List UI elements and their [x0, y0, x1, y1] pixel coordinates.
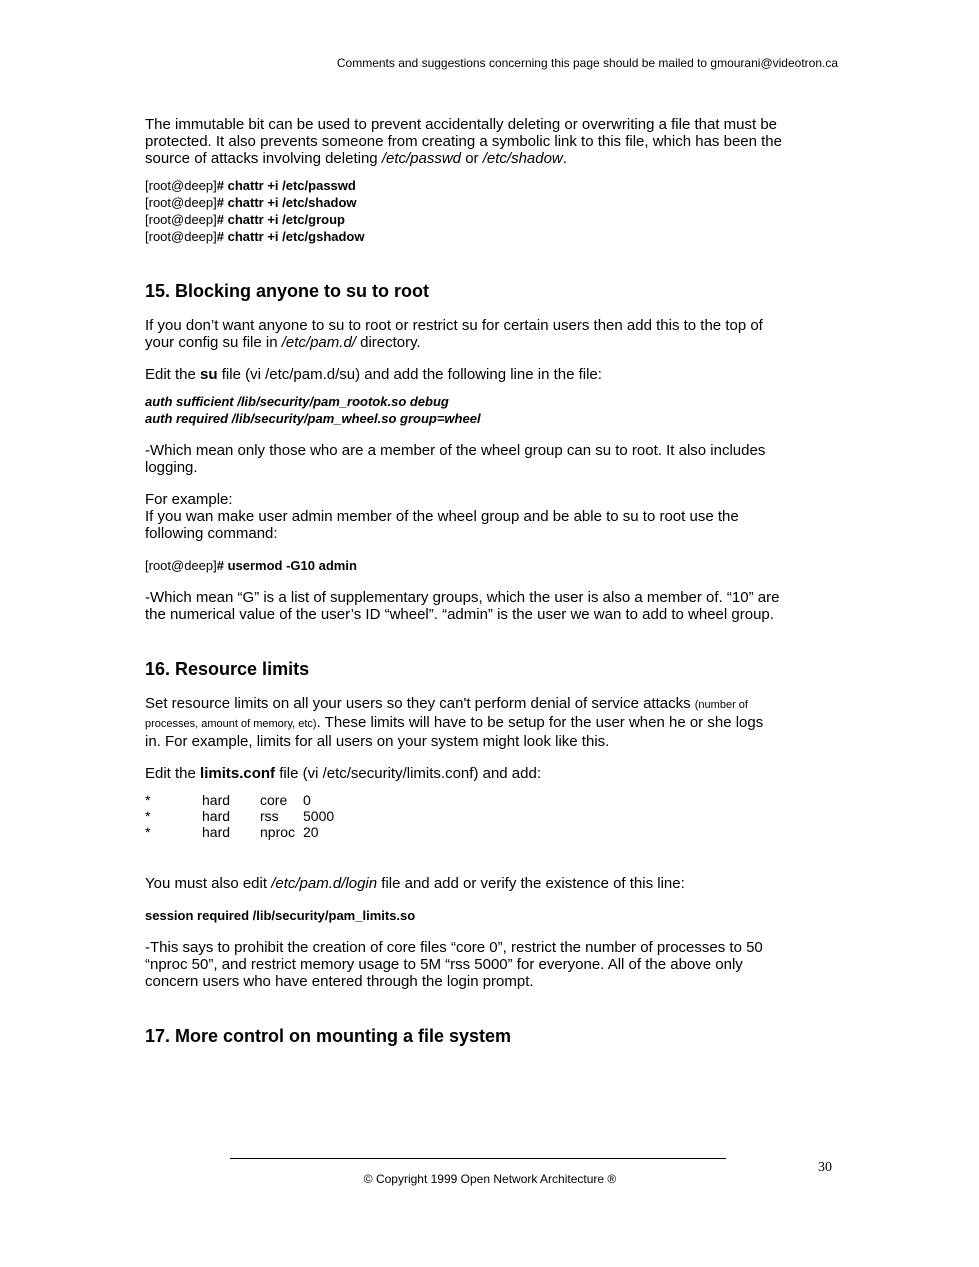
intro-paragraph: The immutable bit can be used to prevent accidentally deleting or overwriting a file that must be protected. It also prevents someone from creating a symbolic link to this file, which has been the source of attacks involving deleting /etc/passwd or /etc/shadow.: [145, 116, 782, 167]
limits-table: [145, 792, 835, 840]
chattr-commands: [145, 177, 835, 245]
footer-copyright: © Copyright 1999 Open Network Architecture ®: [363, 1172, 617, 1186]
groups-explanation: -Which mean “G” is a list of supplementary groups, which the user is also a member of. “10” are the numerical value of the user’s ID “wheel”. “admin” is the user we wan to add to wheel group.: [145, 589, 780, 623]
session-line: session required /lib/security/pam_limits.so: [145, 908, 416, 923]
command-line: [root@deep]# chattr +i /etc/shadow: [145, 195, 357, 210]
example-paragraph: For example: If you wan make user admin member of the wheel group and be able to su to root use the following command:: [145, 491, 739, 542]
section-16-intro: Set resource limits on all your users so they can't perform denial of service attacks (number of processes, amount of memory, etc). These limits will have to be setup for the user when he or she logs in. For example, limits for all users on your system might look like this.: [145, 695, 764, 750]
limits-explanation: -This says to prohibit the creation of core files “core 0”, restrict the number of processes to 50 “nproc 50”, and restrict memory usage to 5M “rss 5000” for everyone. All of the above only concern users who have entered through the login prompt.: [145, 939, 763, 990]
command-line: [root@deep]# chattr +i /etc/group: [145, 212, 345, 227]
edit-limits-instruction: Edit the limits.conf file (vi /etc/security/limits.conf) and add:: [145, 765, 541, 782]
limits-row: * hard core 0: [145, 792, 311, 808]
footer-rule: [230, 1158, 726, 1159]
pam-auth-lines: [145, 393, 835, 427]
section-15-intro: If you don’t want anyone to su to root or restrict su for certain users then add this to the top of your config su file in /etc/pam.d/ directory.: [145, 317, 763, 351]
section-17-heading: 17. More control on mounting a file system: [145, 1026, 512, 1046]
command-line: [root@deep]# chattr +i /etc/passwd: [145, 178, 356, 193]
command-line: [root@deep]# chattr +i /etc/gshadow: [145, 229, 365, 244]
section-15-heading: 15. Blocking anyone to su to root: [145, 281, 430, 301]
page-header: Comments and suggestions concerning this page should be mailed to gmourani@videotron.ca: [336, 56, 838, 70]
page-number: 30: [818, 1160, 832, 1175]
auth-line: auth sufficient /lib/security/pam_rootok.so debug: [145, 394, 449, 409]
wheel-explanation: -Which mean only those who are a member of the wheel group can su to root. It also includes logging.: [145, 442, 766, 476]
usermod-command: [root@deep]# usermod -G10 admin: [145, 558, 357, 573]
edit-su-instruction: Edit the su file (vi /etc/pam.d/su) and add the following line in the file:: [145, 366, 602, 383]
auth-line: auth required /lib/security/pam_wheel.so group=wheel: [145, 411, 481, 426]
section-16-heading: 16. Resource limits: [145, 659, 310, 679]
login-instruction: You must also edit /etc/pam.d/login file and add or verify the existence of this line:: [145, 875, 685, 892]
limits-row: * hard nproc 20: [145, 824, 319, 840]
limits-row: * hard rss 5000: [145, 808, 335, 824]
page-content: [145, 116, 835, 1047]
